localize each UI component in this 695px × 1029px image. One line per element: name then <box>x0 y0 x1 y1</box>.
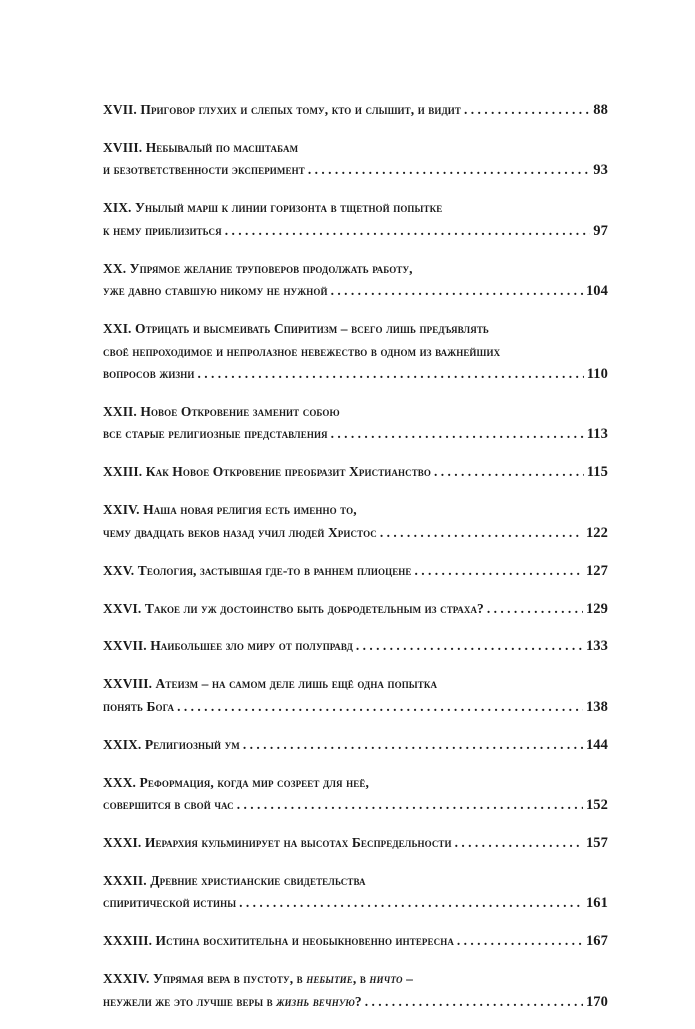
toc-line <box>103 832 608 855</box>
title-segment: неужели же это лучше веры в <box>103 993 277 1009</box>
toc-line <box>103 258 608 281</box>
toc-line <box>103 870 608 893</box>
toc-entry[interactable] <box>103 499 608 544</box>
toc-entry-title: XXIII. Как Новое Откровение преобразит Христианство <box>103 464 431 480</box>
toc-page-number: 133 <box>585 638 608 655</box>
toc-entry-title: XXVII. Наибольшее зло миру от полуправд <box>103 638 353 654</box>
toc-entry[interactable] <box>103 99 608 122</box>
toc-entry-title: XXX. Реформация, когда мир созреет для неё, <box>103 774 369 790</box>
toc-page-number: 88 <box>593 102 608 118</box>
toc-page-number: 129 <box>585 600 608 617</box>
toc-entry-title: XXXIII. Истина восхитительна и необыкновенно интересна <box>103 933 454 949</box>
toc-line <box>103 363 608 386</box>
toc-entry-title: XXVIII. Атеизм – на самом деле лишь ещё одна попытка <box>103 676 438 692</box>
toc-entry-title: XX. Упрямое желание труповеров продолжать работу, <box>103 260 413 276</box>
toc-entry[interactable] <box>103 318 608 386</box>
toc-entry[interactable] <box>103 734 608 757</box>
toc-entry[interactable] <box>103 673 608 718</box>
dot-leader <box>434 461 584 484</box>
toc-page-number: 122 <box>585 524 608 541</box>
title-segment: – <box>402 971 413 987</box>
dot-leader <box>487 598 583 621</box>
dot-leader <box>365 991 583 1014</box>
dot-leader <box>243 734 583 757</box>
toc-entry-title-continued <box>103 991 362 1014</box>
toc-entry-title-continued: понять Бога <box>103 698 175 714</box>
toc-entry-title-continued: уже давно ставшую никому не нужной <box>103 283 328 299</box>
toc-entry-title-continued: совершится в свой час <box>103 797 234 813</box>
toc-entry[interactable] <box>103 560 608 583</box>
toc-line <box>103 499 608 522</box>
toc-entry[interactable] <box>103 461 608 484</box>
toc-line <box>103 696 608 719</box>
toc-entry-title-continued: все старые религиозные представления <box>103 426 328 442</box>
toc-line <box>103 673 608 696</box>
toc-entry[interactable] <box>103 137 608 182</box>
title-segment: XXXIV. Упрямая вера в пустоту, в <box>103 971 307 987</box>
toc-entry-title: XXI. Отрицать и высмеивать Спиритизм – всего лишь предъявлять <box>103 321 489 337</box>
toc-line <box>103 99 608 122</box>
title-segment: ? <box>354 993 362 1009</box>
toc-line <box>103 522 608 545</box>
toc-entry-title: XXVI. Такое ли уж достоинство быть добродетельным из страха? <box>103 600 484 616</box>
dot-leader <box>225 220 591 243</box>
toc-page-number: 167 <box>585 933 608 950</box>
toc-entry[interactable] <box>103 832 608 855</box>
toc-entry-title: XXII. Новое Откровение заменит собою <box>103 403 340 419</box>
toc-line <box>103 991 608 1014</box>
toc-line <box>103 197 608 220</box>
toc-page-number: 170 <box>585 993 608 1010</box>
dot-leader <box>415 560 583 583</box>
toc-entry[interactable] <box>103 401 608 446</box>
title-italic-segment: жизнь вечную <box>276 993 355 1009</box>
toc-entry-title: XVII. Приговор глухих и слепых тому, кто и слышит, и видит <box>103 102 461 117</box>
dot-leader <box>308 159 590 182</box>
dot-leader <box>237 794 583 817</box>
toc-entry[interactable] <box>103 197 608 242</box>
toc-line <box>103 930 608 953</box>
dot-leader <box>177 696 583 719</box>
toc-entry-title: XIX. Унылый марш к линии горизонта в тщетной попытке <box>103 200 443 216</box>
toc-page-number: 110 <box>586 366 608 383</box>
toc-line <box>103 423 608 446</box>
toc-line <box>103 635 608 658</box>
toc-page-number: 127 <box>585 562 608 579</box>
toc-entry-title: XXIV. Наша новая религия есть именно то, <box>103 502 357 518</box>
toc-entry-title-continued: чему двадцать веков назад учил людей Христос <box>103 524 377 540</box>
title-italic-segment: ничто <box>369 971 403 987</box>
toc-page-number: 161 <box>585 895 608 912</box>
toc-page-number: 113 <box>586 426 608 443</box>
toc-page-number: 97 <box>593 222 608 239</box>
toc-entry[interactable] <box>103 772 608 817</box>
table-of-contents <box>103 99 608 1029</box>
dot-leader <box>331 280 583 303</box>
toc-page-number: 138 <box>585 698 608 715</box>
dot-leader <box>331 423 584 446</box>
toc-page-number: 157 <box>585 834 608 851</box>
toc-line <box>103 560 608 583</box>
toc-page-number: 104 <box>585 283 608 300</box>
toc-line <box>103 137 608 160</box>
toc-entry-title-continued: к нему приблизиться <box>103 222 222 238</box>
toc-entry[interactable] <box>103 870 608 915</box>
toc-entry[interactable] <box>103 930 608 953</box>
toc-line <box>103 401 608 424</box>
toc-entry-title-continued: и безответственности эксперимент <box>103 162 305 178</box>
toc-entry[interactable] <box>103 598 608 621</box>
toc-entry-title: XXIX. Религиозный ум <box>103 736 240 752</box>
toc-line <box>103 598 608 621</box>
toc-line <box>103 280 608 303</box>
dot-leader <box>380 522 583 545</box>
toc-entry-title: XXXII. Древние христианские свидетельства <box>103 872 366 888</box>
toc-line <box>103 772 608 795</box>
toc-entry-title: XVIII. Небывалый по масштабам <box>103 139 299 155</box>
dot-leader <box>239 892 583 915</box>
dot-leader <box>464 99 590 122</box>
toc-line <box>103 461 608 484</box>
toc-line <box>103 968 608 991</box>
toc-entry[interactable] <box>103 968 608 1013</box>
toc-entry-title: XXXI. Иерархия кульминирует на высотах Беспредельности <box>103 834 452 850</box>
dot-leader <box>198 363 584 386</box>
toc-entry[interactable] <box>103 258 608 303</box>
toc-entry-title-continued: вопросов жизни <box>103 366 195 382</box>
toc-entry-title <box>103 968 413 991</box>
toc-line <box>103 159 608 182</box>
toc-line <box>103 892 608 915</box>
toc-line <box>103 794 608 817</box>
toc-page-number: 144 <box>585 736 608 753</box>
toc-page-number: 93 <box>593 162 608 179</box>
toc-page-number: 115 <box>586 464 608 481</box>
title-segment: , в <box>352 971 370 987</box>
toc-line <box>103 220 608 243</box>
toc-line <box>103 318 608 341</box>
toc-entry[interactable] <box>103 635 608 658</box>
toc-page-number: 152 <box>585 797 608 814</box>
dot-leader <box>356 635 583 658</box>
toc-line <box>103 734 608 757</box>
toc-entry-title: XXV. Теология, застывшая где-то в раннем плиоцене <box>103 562 412 578</box>
toc-line <box>103 341 608 364</box>
toc-entry-title-continued: своё непроходимое и непролазное невежество в одном из важнейших <box>103 343 501 359</box>
title-italic-segment: небытие <box>306 971 353 987</box>
dot-leader <box>455 832 583 855</box>
dot-leader <box>457 930 583 953</box>
toc-entry-title-continued: спиритической истины <box>103 895 237 911</box>
